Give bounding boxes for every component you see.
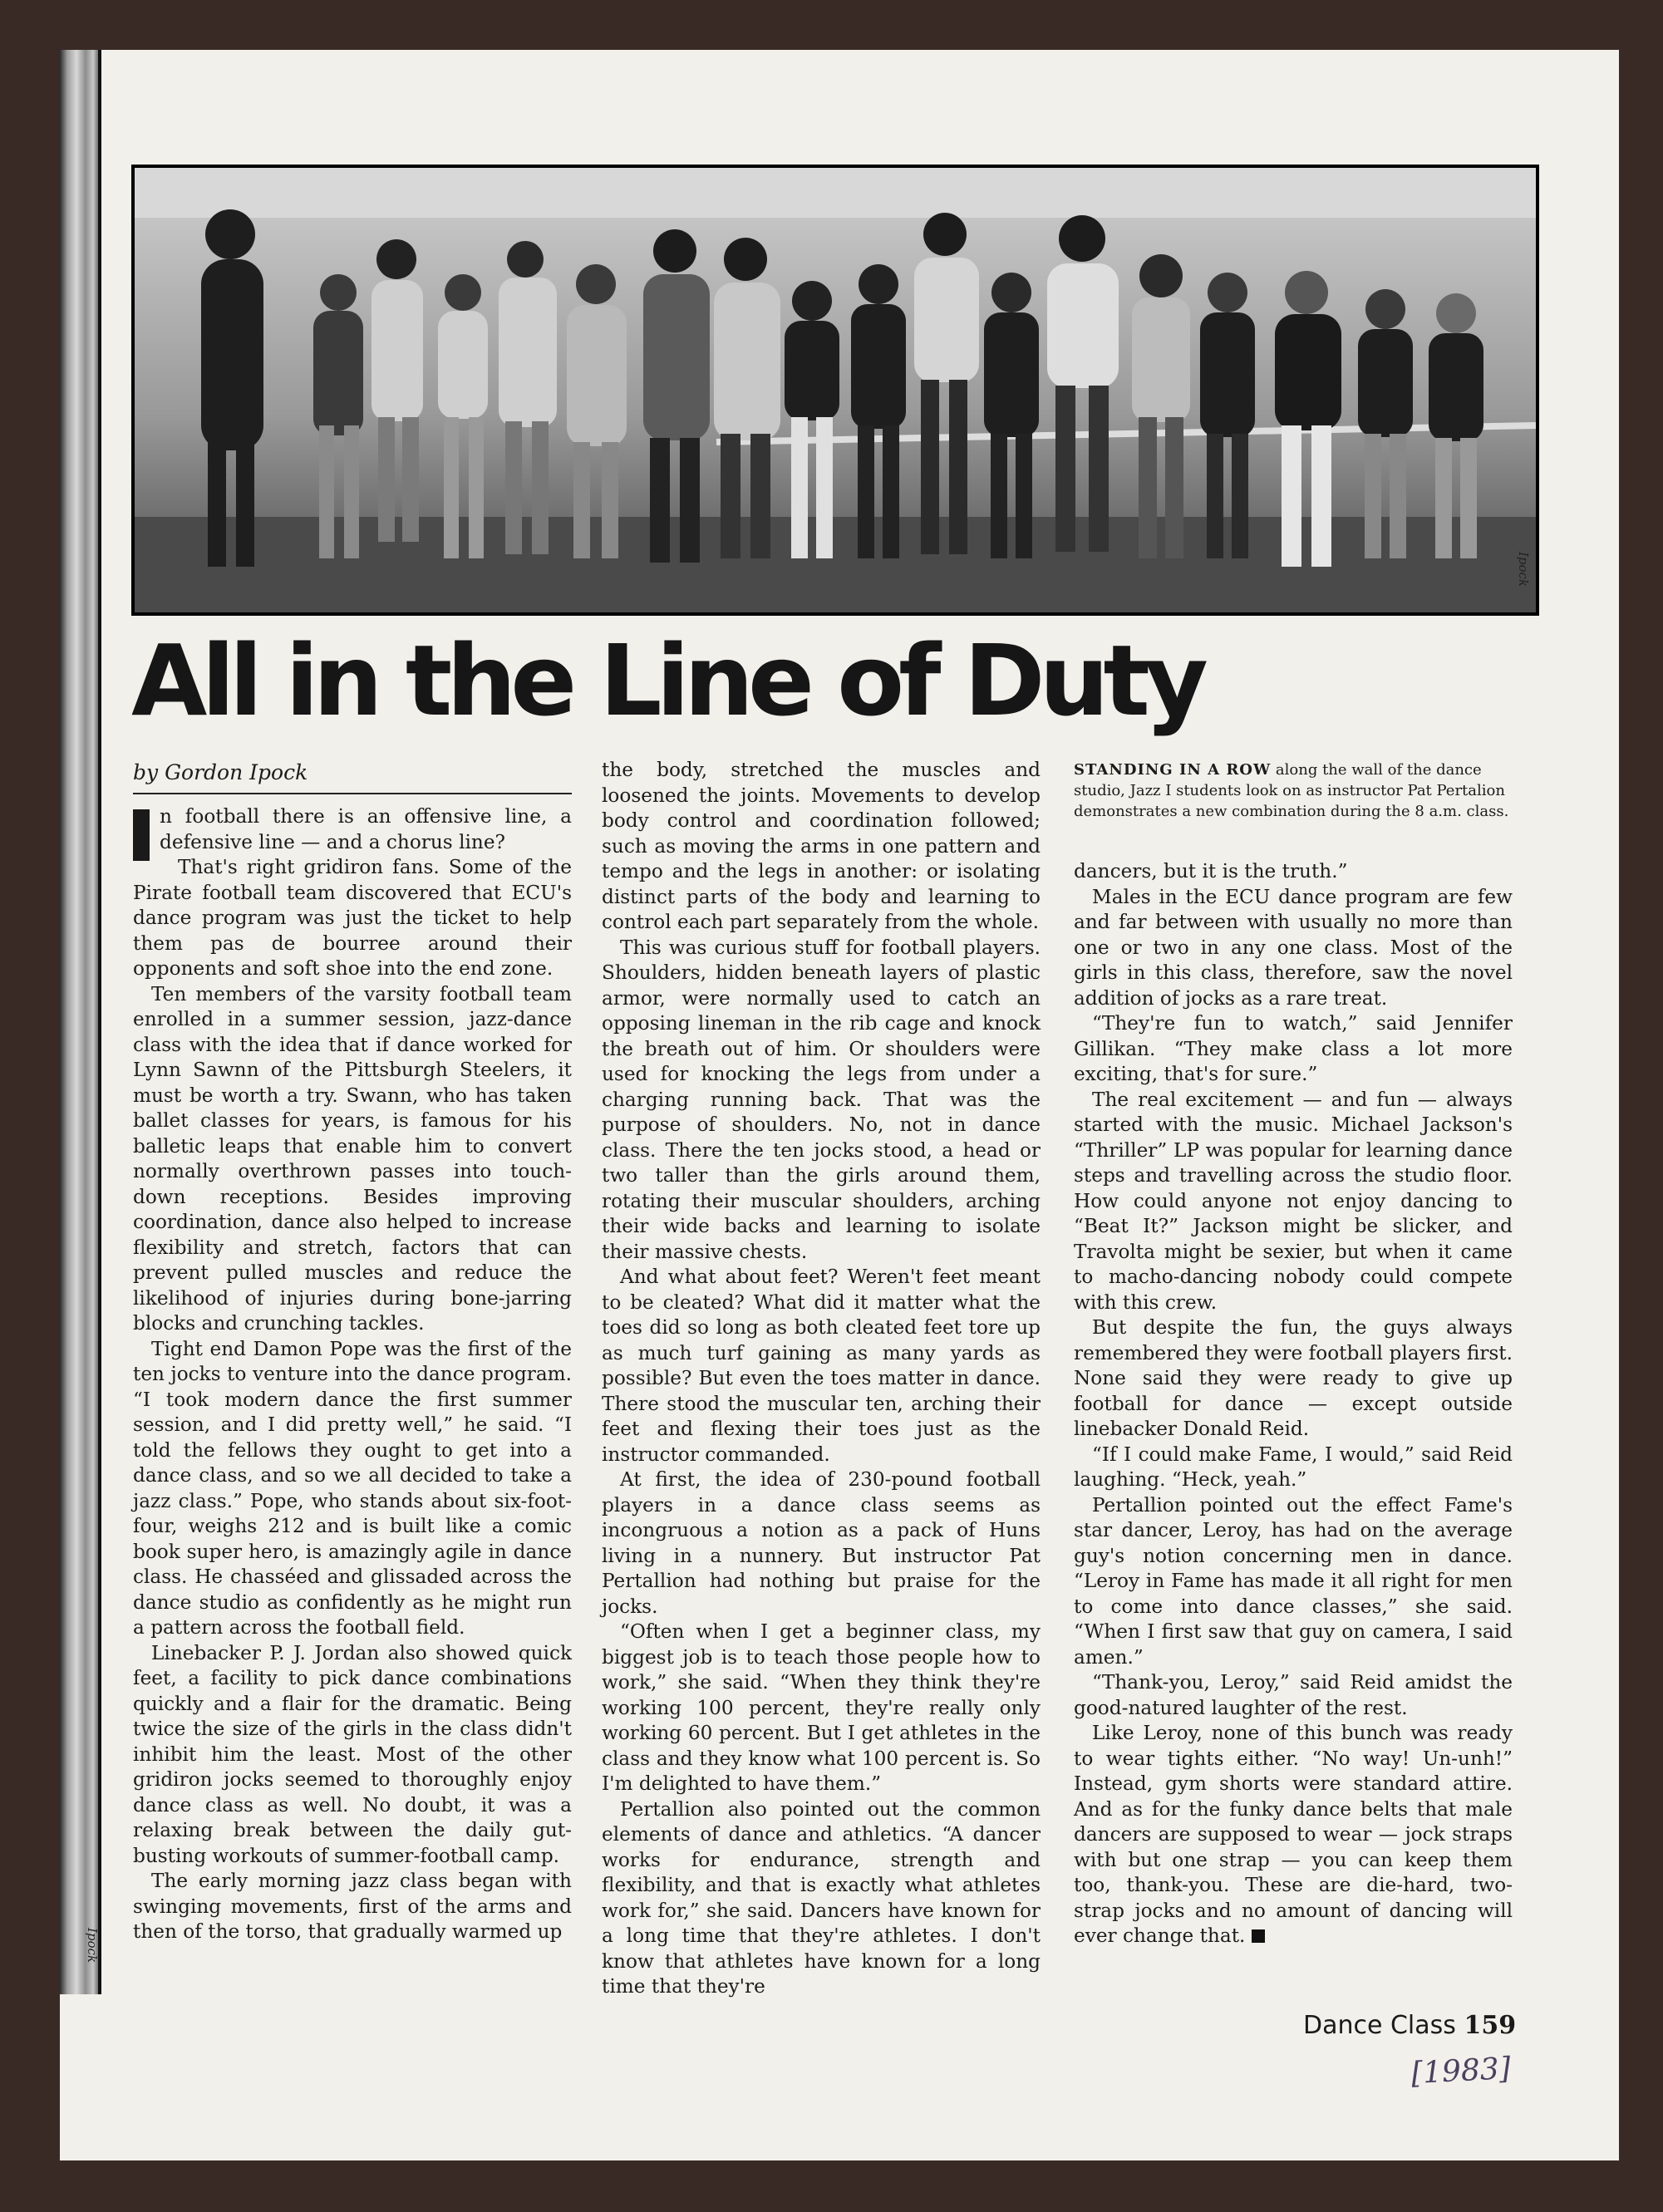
photo-caption bbox=[1074, 759, 1523, 822]
paragraph: “If I could make Fame, I would,” said Reid laughing. “Heck, yeah.” bbox=[1074, 1443, 1513, 1491]
paragraph: That's right gridiron fans. Some of the Pirate football team discovered that ECU's dance program was just the ticket to help them pas de bourree around their opponents and soft shoe into the end zone. bbox=[133, 856, 572, 980]
section-name: Dance Class bbox=[1303, 2011, 1456, 2040]
paragraph: And what about feet? Weren't feet meant to be cleated? What did it matter what the toes did so long as both cleated feet tore up as much turf gaining as many yards as possible? But even the toes matter in dance. There stood the muscular ten, arching their feet and flexing their toes just as the instructor commanded. bbox=[602, 1266, 1041, 1466]
paragraph: “Thank-you, Leroy,” said Reid amidst the good-natured laughter of the rest. bbox=[1074, 1671, 1513, 1719]
adjacent-page-photo-strip bbox=[60, 50, 101, 1994]
paragraph: This was curious stuff for football players. Shoulders, hidden beneath layers of plastic armor, were normally used to catch an opposing lineman in the rib cage and knock the breath out of him. Or shoulders were used for knocking the legs from under a charging running back. That was the purpose of shoulders. No, not in dance class. There the ten jocks stood, a head or two taller than the girls around them, rotating their muscular shoulders, arching their wide backs and learning to isolate their massive chests. bbox=[602, 936, 1041, 1263]
headline: All in the Line of Duty bbox=[131, 623, 1203, 738]
paragraph: dancers, but it is the truth.” bbox=[1074, 860, 1348, 882]
article-column-1 bbox=[133, 758, 572, 1945]
caption-lead: STANDING IN A ROW bbox=[1074, 761, 1272, 779]
caption-text: along the wall of the dance studio, Jazz I students look on as instructor Pat Pertalion demonstrates a new combination during the 8 a.m. class. bbox=[1074, 761, 1509, 820]
paragraph: Ten members of the varsity football team enrolled in a summer session, jazz-dance class with the idea that if dance worked for Lynn Sawnn of the Pittsburgh Steelers, it must be worth a try. Swann, who has taken ballet classes for years, is famous for his balletic leaps that enable him to convert normally overthrown passes into touch-down receptions. Besides improving coordination, dance also helped to increase flexibility and stretch, factors that can prevent pulled muscles and reduce the likelihood of injuries during bone-jarring blocks and crunching tackles. bbox=[133, 982, 572, 1335]
paragraph: Tight end Damon Pope was the first of the ten jocks to venture into the dance program. “I took modern dance the first summer session, and I did pretty well,” he said. “I told the fellows they ought to get into a dance class, and so we all decided to take a jazz class.” Pope, who stands about six-foot-four, weighs 212 and is built like a comic book super hero, is amazingly agile in dance class. He chasséed and glissaded across the dance studio as confidently as he might run a pattern across the football field. bbox=[133, 1337, 572, 1639]
drop-cap-i bbox=[133, 809, 150, 861]
photo-credit: Ipock bbox=[1516, 552, 1531, 587]
paragraph: The early morning jazz class began with swinging movements, first of the arms and then of the torso, that gradually warmed up bbox=[133, 1870, 572, 1943]
paragraph: the body, stretched the muscles and loosened the joints. Movements to develop body control and coordination followed; such as moving the arms in one pattern and tempo and the legs in another: or isolating distinct parts of the body and learning to control each part separately from the whole. bbox=[602, 759, 1041, 933]
end-mark-icon bbox=[1252, 1929, 1265, 1943]
paragraph: n football there is an offensive line, a defensive line — and a chorus line? bbox=[133, 804, 572, 855]
page-folio bbox=[1303, 2011, 1516, 2040]
handwritten-year: [1983] bbox=[1410, 2051, 1512, 2092]
page-number: 159 bbox=[1464, 2011, 1517, 2040]
paragraph: “Often when I get a beginner class, my biggest job is to teach those people how to work,” she said. “When they think they're working 100 percent, they're really only working 60 percent. But I get athletes in the class and they know what 100 percent is. So I'm delighted to have them.” bbox=[602, 1620, 1041, 1795]
paragraph: “They're fun to watch,” said Jennifer Gillikan. “They make class a lot more exciting, that's for sure.” bbox=[1074, 1012, 1513, 1085]
article-column-3 bbox=[1074, 859, 1513, 1949]
paragraph: The real excitement — and fun — always started with the music. Michael Jackson's “Thriller” LP was popular for learning dance steps and travelling across the studio floor. How could anyone not enjoy dancing to “Beat It?” Jackson might be slicker, and Travolta might be sexier, but when it came to macho-dancing nobody could compete with this crew. bbox=[1074, 1088, 1513, 1314]
dance-class-photo bbox=[131, 165, 1539, 616]
article-column-2 bbox=[602, 758, 1041, 2000]
paragraph: Pertallion pointed out the effect Fame's star dancer, Leroy, has had on the average guy's notion concerning men in dance. “Leroy in Fame has made it all right for men to come into dance classes,” she said. “When I first saw that guy on camera, I said amen.” bbox=[1074, 1493, 1513, 1669]
paragraph: Linebacker P. J. Jordan also showed quick feet, a facility to pick dance combinations quickly and a flair for the dramatic. Being twice the size of the girls in the class didn't inhibit him the least. Most of the other gridiron jocks seemed to thoroughly enjoy dance class as well. No doubt, it was a relaxing break between the daily gut-busting workouts of summer-football camp. bbox=[133, 1641, 572, 1867]
byline: by Gordon Ipock bbox=[133, 758, 572, 794]
paragraph: Pertallion also pointed out the common elements of dance and athletics. “A dancer works for endurance, strength and flexibility, and that is exactly what athletes work for,” she said. Dancers have known for a long time that they're athletes. I don't know that athletes have known for a long time that they're bbox=[602, 1797, 1041, 1998]
paragraph: Males in the ECU dance program are few and far between with usually no more than one or two in any one class. Most of the girls in this class, therefore, saw the novel addition of jocks as a rare treat. bbox=[1074, 885, 1513, 1010]
paragraph: But despite the fun, the guys always remembered they were football players first. None said they were ready to give up football for dance — except outside linebacker Donald Reid. bbox=[1074, 1316, 1513, 1440]
paragraph: At first, the idea of 230-pound football players in a dance class seems as incongruous a notion as a pack of Huns living in a nunnery. But instructor Pat Pertallion had nothing but praise for the jocks. bbox=[602, 1468, 1041, 1618]
strip-photo-credit: Ipock bbox=[85, 1928, 100, 1964]
paragraph: Like Leroy, none of this bunch was ready to wear tights either. “No way! Un-unh!” Instead, gym shorts were standard attire. And as for the funky dance belts that male dancers are supposed to wear — jock straps with but one strap — you can keep them too, thank-you. These are die-hard, two-strap jocks and no amount of dancing will ever change that. bbox=[1074, 1722, 1513, 1947]
